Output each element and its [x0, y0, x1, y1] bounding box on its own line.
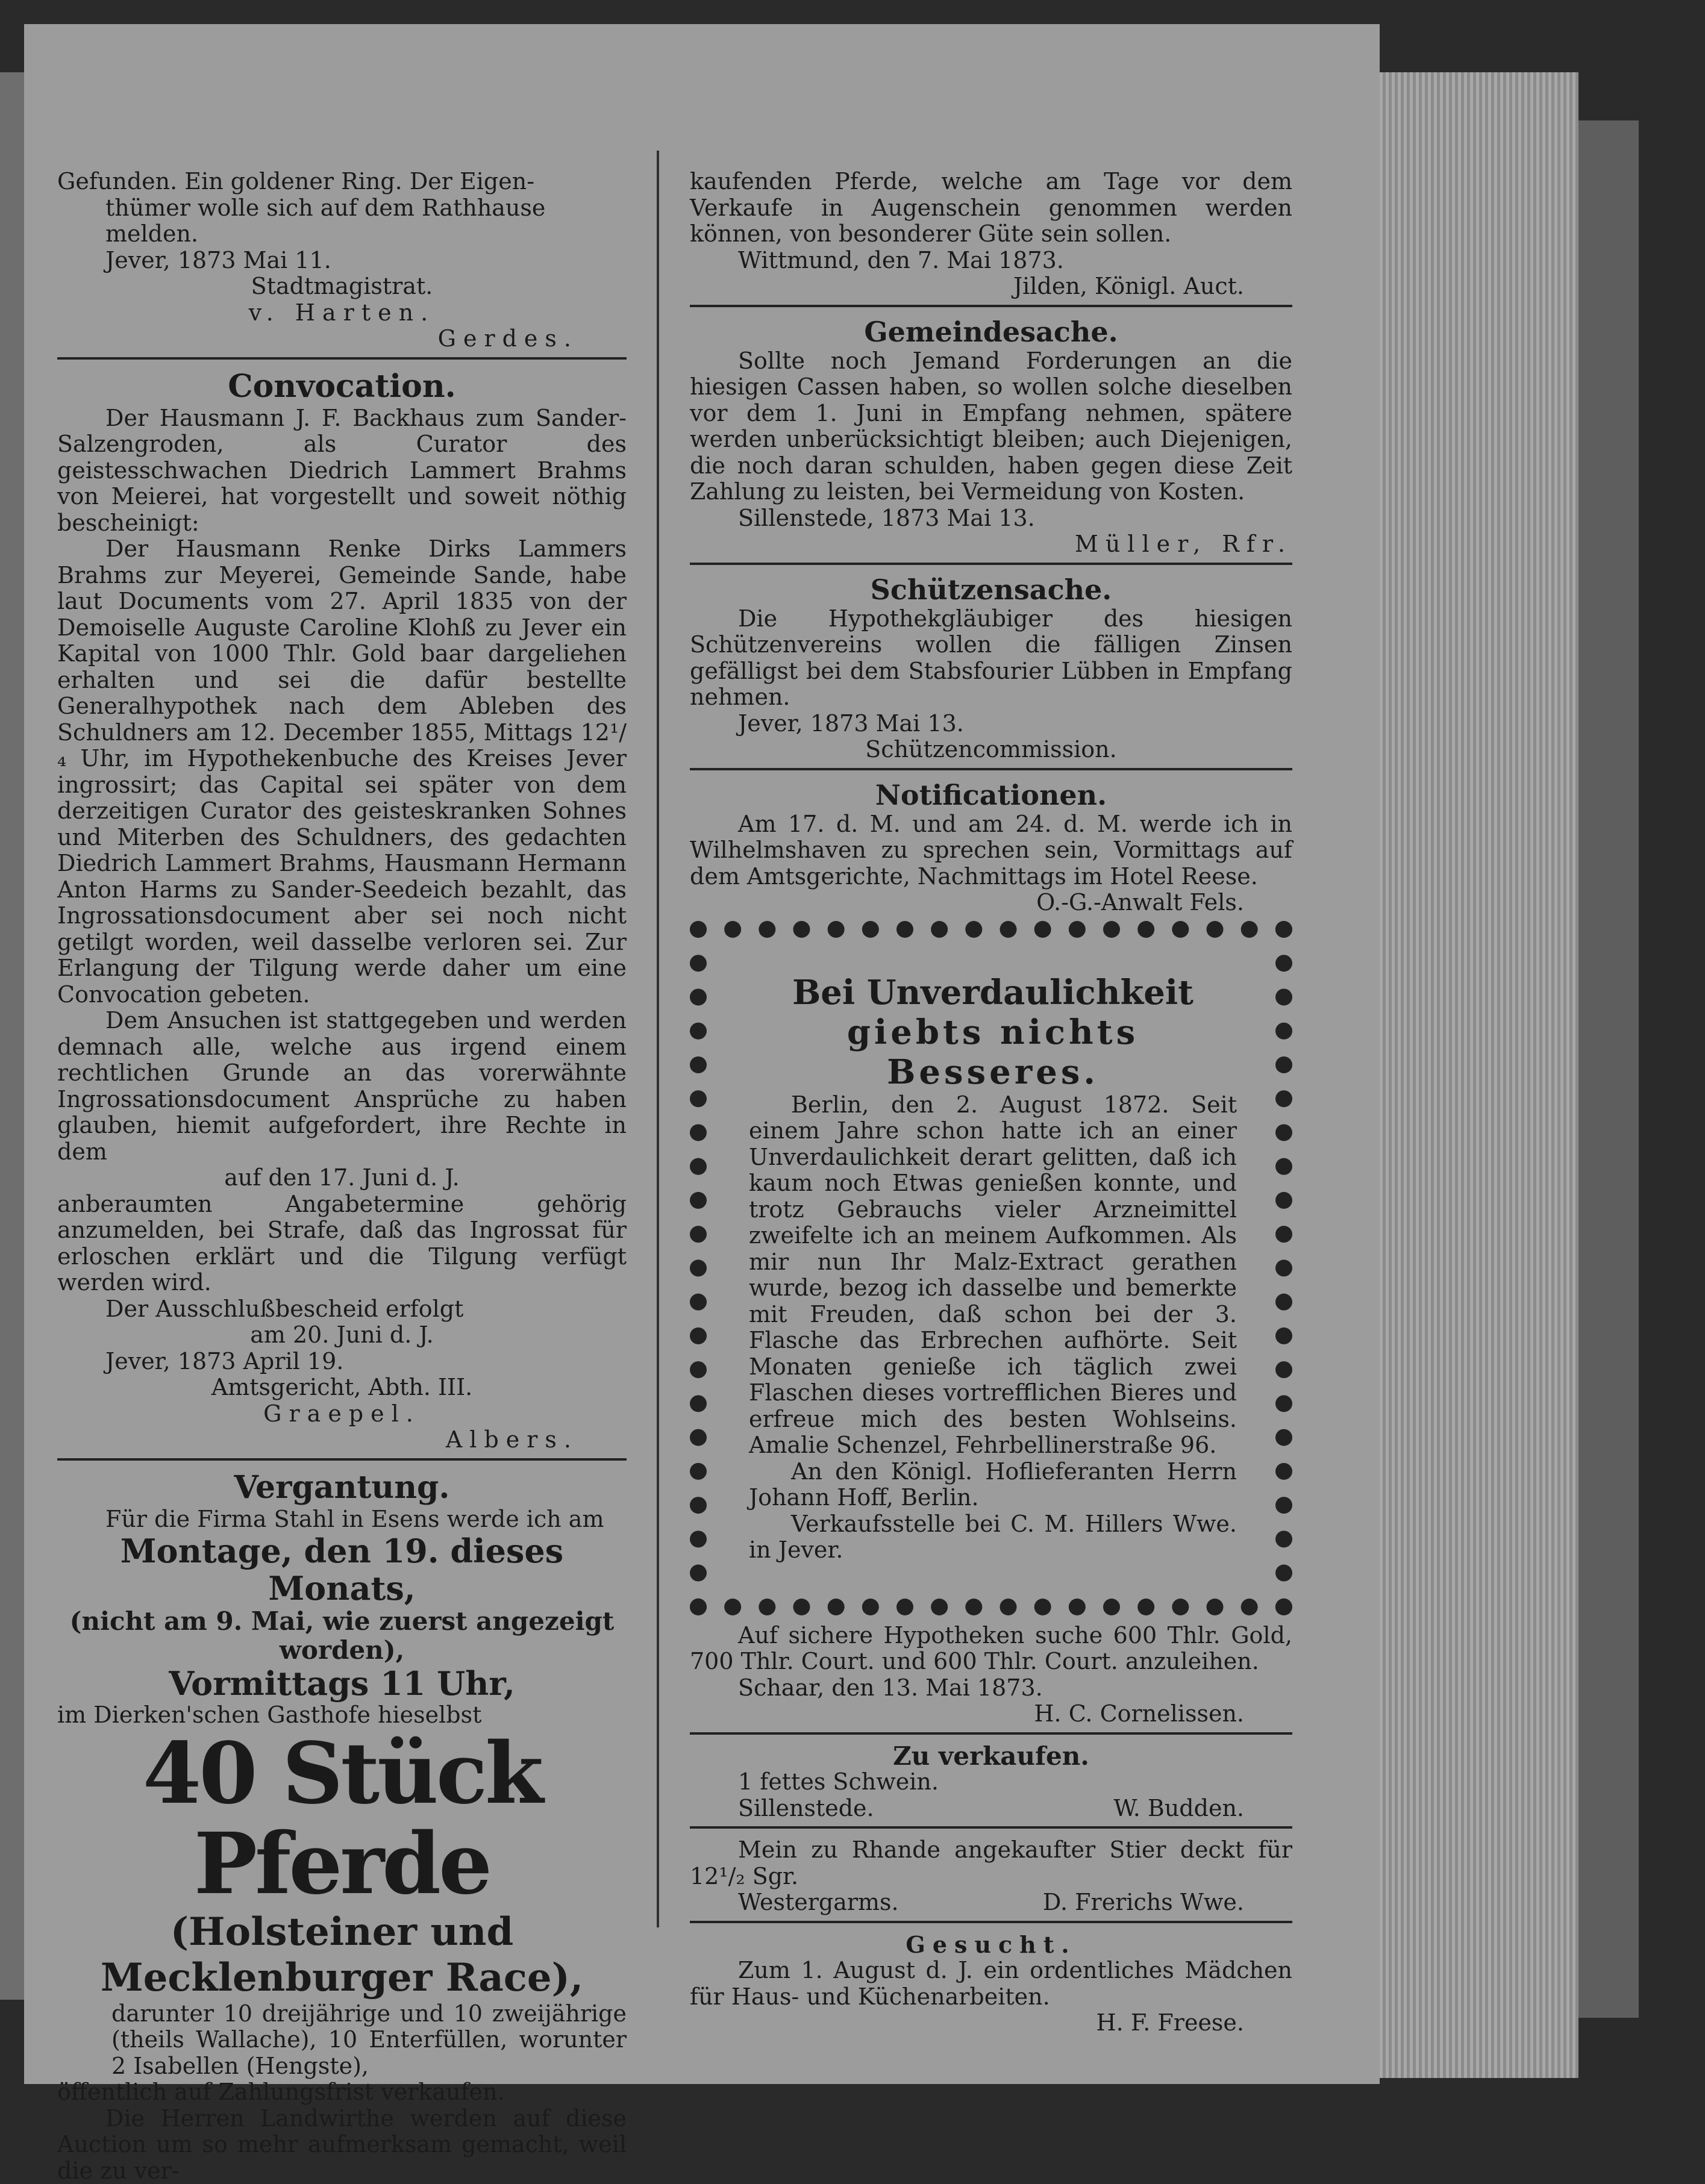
municipal-text: Sollte noch Jemand Forderungen an die hiesigen Cassen haben, so wollen solche dieselben vor dem 1. Juni in Empfang nehmen, spätere werden unberücksichtigt bleiben; auch Diejenigen, die noch daran schulden, haben gegen diese Zeit Zahlung zu leisten, bei Vermeidung von Kosten.	[690, 348, 1292, 505]
convocation-title: Convocation.	[57, 368, 627, 405]
auction-cont-signer: Jilden, Königl. Auct.	[690, 273, 1292, 300]
municipal-signer: Müller, Rfr.	[690, 531, 1292, 558]
convocation-decision: Der Ausschlußbescheid erfolgt	[57, 1296, 627, 1323]
found-line-2: thümer wolle sich auf dem Rathhause melden.	[57, 195, 627, 248]
convocation-paragraph-2: Der Hausmann Renke Dirks Lammers Brahms zur Meyerei, Gemeinde Sande, habe laut Documents vom 27. April 1835 von der Demoiselle Auguste Caroline Klohß zu Jever ein Kapital von 1000 Thlr. Gold baar dargeliehen erhalten und sei die dafür bestellte Generalhypothek nach dem Ableben des Schuldners am 12. December 1855, Mittags 12¹/₄ Uhr, im Hypothekenbuche des Kreises Jever ingrossirt; das Capital sei später von dem derzeitigen Curator des geisteskranken Sohnes und Miterben des Schuldners, des gedachten Diedrich Lammert Brahms, Hausmann Hermann Anton Harms zu Sander-Seedeich bezahlt, das Ingrossationsdocument aber sei noch nicht getilgt worden, weil dasselbe verloren sei. Zur Erlangung der Tilgung werde daher um eine Convocation gebeten.	[57, 536, 627, 1008]
ad-sales-point: Verkaufsstelle bei C. M. Hillers Wwe. in Jever.	[749, 1511, 1237, 1564]
ad-letter: Berlin, den 2. August 1872. Seit einem Jahre schon hatte ich an einer Unverdaulichkeit derart gelitten, daß ich kaum noch Etwas genießen konnte, und trotz Gebrauchs vieler Arzneimittel zweifelte ich an meinem Aufkommen. Als mir nun Ihr Malz-Extract gerathen wurde, bezog ich dasselbe und bemerkte mit Freuden, daß schon bei der 3. Flasche das Erbrechen aufhörte. Seit Monaten genieße ich täglich zwei Flaschen dieses vortrefflichen Bieres und erfreue mich des besten Wohlseins. Amalie Schenzel, Fehrbellinerstraße 96.	[749, 1092, 1237, 1459]
shooting-title: Schützensache.	[690, 573, 1292, 606]
ad-recipient: An den Königl. Hoflieferanten Herrn Johann Hoff, Berlin.	[749, 1459, 1237, 1511]
for-sale-notice	[690, 1743, 1292, 1822]
convocation-signer-2: Albers.	[57, 1427, 627, 1453]
left-column	[57, 169, 627, 2184]
auction-notice-text: Die Herren Landwirthe werden auf diese Auction um so mehr aufmerksam gemacht, weil die zu ver-	[57, 2106, 627, 2184]
auction-cont-text: kaufenden Pferde, welche am Tage vor dem Verkaufe in Augenschein genommen werden können, von besonderer Güte sein sollen.	[690, 169, 1292, 248]
right-column	[690, 169, 1292, 2036]
convocation-authority: Amtsgericht, Abth. III.	[57, 1374, 627, 1401]
for-sale-title: Zu verkaufen.	[690, 1743, 1292, 1770]
wanted-signer: H. F. Freese.	[690, 2010, 1292, 2036]
section-rule	[57, 1458, 627, 1461]
notifications-title: Notificationen.	[690, 779, 1292, 811]
book-binding	[1578, 120, 1639, 2018]
municipal-place-date: Sillenstede, 1873 Mai 13.	[690, 505, 1292, 532]
for-sale-footer	[690, 1796, 1292, 1822]
auction-continuation	[690, 169, 1292, 300]
section-rule	[690, 1921, 1292, 1923]
mortgage-text: Auf sichere Hypotheken suche 600 Thlr. Gold, 700 Thlr. Court. und 600 Thlr. Court. anzuleihen.	[690, 1623, 1292, 1675]
convocation-decision-date: am 20. Juni d. J.	[57, 1322, 627, 1349]
convocation-term: auf den 17. Juni d. J.	[57, 1165, 627, 1191]
for-sale-place: Sillenstede.	[738, 1796, 874, 1822]
convocation-signer-1: Graepel.	[57, 1401, 627, 1427]
auction-venue: im Dierken'schen Gasthofe hieselbst	[57, 1702, 627, 1729]
auction-time: Vormittags 11 Uhr,	[57, 1665, 627, 1702]
auction-intro: Für die Firma Stahl in Esens werde ich am	[57, 1506, 627, 1533]
notifications-notice	[690, 779, 1292, 916]
found-signer-2: Gerdes.	[57, 326, 627, 352]
found-authority: Stadtmagistrat.	[57, 273, 627, 300]
convocation-place-date: Jever, 1873 April 19.	[57, 1349, 627, 1375]
section-rule	[690, 1732, 1292, 1735]
for-sale-item: 1 fettes Schwein.	[690, 1769, 1292, 1796]
bull-place: Westergarms.	[738, 1889, 899, 1916]
auction-date: Montage, den 19. dieses Monats,	[57, 1532, 627, 1607]
auction-breed: (Holsteiner und Mecklenburger Race),	[57, 1909, 627, 2001]
found-line-1: Gefunden. Ein goldener Ring. Der Eigen-	[57, 169, 627, 195]
mortgage-place-date: Schaar, den 13. Mai 1873.	[690, 1675, 1292, 1702]
bull-text: Mein zu Rhande angekaufter Stier deckt für 12¹/₂ Sgr.	[690, 1837, 1292, 1889]
convocation-paragraph-4: anberaumten Angabetermine gehörig anzumelden, bei Strafe, daß das Ingrossat für erloschen erklärt und die Tilgung verfügt werden wird.	[57, 1191, 627, 1296]
notifications-text: Am 17. d. M. und am 24. d. M. werde ich in Wilhelmshaven zu sprechen sein, Vormittags auf dem Amtsgerichte, Nachmittags im Hotel Reese.	[690, 811, 1292, 890]
bull-signer: D. Frerichs Wwe.	[1043, 1889, 1244, 1916]
section-rule	[690, 563, 1292, 565]
found-notice	[57, 169, 627, 352]
ad-headline-2: giebts nichts Besseres.	[749, 1012, 1237, 1092]
municipal-notice	[690, 316, 1292, 558]
shooting-signer: Schützencommission.	[690, 737, 1292, 763]
section-rule	[57, 357, 627, 360]
wanted-text: Zum 1. August d. J. ein ordentliches Mädchen für Haus- und Küchenarbeiten.	[690, 1958, 1292, 2010]
auction-title: Vergantung.	[57, 1469, 627, 1506]
convocation-paragraph-1: Der Hausmann J. F. Backhaus zum Sander-Salzengroden, als Curator des geistesschwachen Diedrich Lammert Brahms von Meierei, hat vorgestellt und soweit nöthig bescheinigt:	[57, 405, 627, 537]
book-page-edges	[1380, 72, 1578, 2078]
shooting-notice	[690, 573, 1292, 763]
auction-headline: 40 Stück Pferde	[57, 1729, 627, 1909]
mortgage-notice	[690, 1623, 1292, 1727]
ad-headline-1: Bei Unverdaulichkeit	[749, 973, 1237, 1012]
found-place-date: Jever, 1873 Mai 11.	[57, 248, 627, 274]
malt-extract-advertisement	[690, 921, 1292, 1615]
notifications-signer: O.-G.-Anwalt Fels.	[690, 890, 1292, 916]
auction-notice	[57, 1469, 627, 2184]
mortgage-signer: H. C. Cornelissen.	[690, 1701, 1292, 1727]
column-divider	[657, 151, 659, 1927]
wanted-title: Gesucht.	[690, 1932, 1292, 1958]
convocation-notice	[57, 368, 627, 1453]
municipal-title: Gemeindesache.	[690, 316, 1292, 348]
section-rule	[690, 305, 1292, 307]
section-rule	[690, 1826, 1292, 1829]
bull-footer	[690, 1889, 1292, 1916]
section-rule	[690, 768, 1292, 770]
shooting-text: Die Hypothekgläubiger des hiesigen Schützenvereins wollen die fälligen Zinsen gefälligst bei dem Stabsfourier Lübben in Empfang nehmen.	[690, 606, 1292, 711]
convocation-paragraph-3: Dem Ansuchen ist stattgegeben und werden demnach alle, welche aus irgend einem rechtlichen Grunde an das vorerwähnte Ingrossationsdocument Ansprüche zu haben glauben, hiemit aufgefordert, ihre Rechte in dem	[57, 1008, 627, 1165]
for-sale-signer: W. Budden.	[1113, 1796, 1244, 1822]
found-signer-1: v. Harten.	[57, 300, 627, 326]
wanted-notice	[690, 1932, 1292, 2036]
facing-page-edge	[0, 72, 24, 2000]
bull-notice	[690, 1837, 1292, 1916]
auction-correction: (nicht am 9. Mai, wie zuerst angezeigt worden),	[57, 1607, 627, 1665]
shooting-place-date: Jever, 1873 Mai 13.	[690, 711, 1292, 737]
auction-sale: öffentlich auf Zahlungsfrist verkaufen.	[57, 2079, 627, 2106]
auction-details: darunter 10 dreijährige und 10 zweijährige (theils Wallache), 10 Enterfüllen, worunter 2 Isabellen (Hengste),	[57, 2001, 627, 2080]
auction-cont-place-date: Wittmund, den 7. Mai 1873.	[690, 248, 1292, 274]
